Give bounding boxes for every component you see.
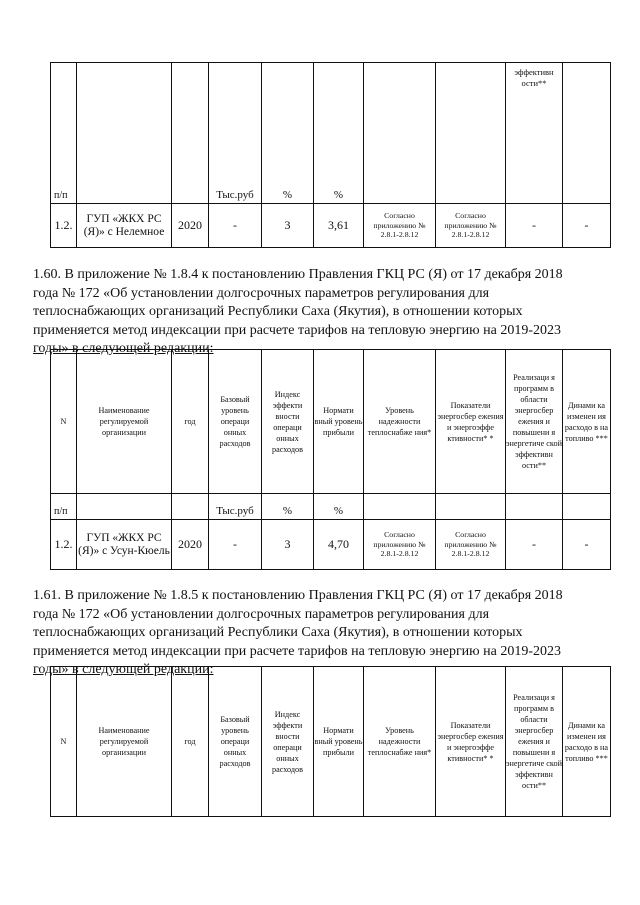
program-cell: -	[506, 520, 563, 570]
year-cell: 2020	[172, 520, 209, 570]
index-cell: 3	[262, 204, 314, 248]
header-n: N	[51, 350, 77, 494]
table-1	[50, 62, 611, 248]
org-name: ГУП «ЖКХ РС (Я)» с Нелемное	[77, 204, 172, 248]
row-number: 1.2.	[51, 204, 77, 248]
year-cell: 2020	[172, 204, 209, 248]
paragraph-1-61: 1.61. В приложение № 1.8.5 к постановлению Правления ГКЦ РС (Я) от 17 декабря 2018 года № 172 «Об установлении долгосрочных параметров регулирования для теплоснабжающих организаций Республики Саха (Якутия), в отношении которых применяется метод индексации при расчете тарифов на тепловую энергию на 2019-2023 годы» в следующей редакции:	[33, 588, 563, 677]
row-number: 1.2.	[51, 520, 77, 570]
paragraph-1-60: 1.60. В приложение № 1.8.4 к постановлению Правления ГКЦ РС (Я) от 17 декабря 2018 года № 172 «Об установлении долгосрочных параметров регулирования для теплоснабжающих организаций Республики Саха (Якутия), в отношении которых применяется метод индексации при расчете тарифов на тепловую энергию на 2019-2023 годы» в следующей редакции:	[33, 267, 563, 356]
header-dynamics: Динами ка изменен ия расходо в на топливо ***	[563, 667, 611, 817]
pp-label: п/п	[51, 494, 77, 520]
header-year: год	[172, 667, 209, 817]
program-cell: -	[506, 204, 563, 248]
header-year: год	[172, 350, 209, 494]
unit-percent: %	[314, 63, 364, 204]
unit-percent: %	[262, 63, 314, 204]
table-2	[50, 349, 611, 570]
table-row	[51, 204, 611, 248]
norm-cell: 4,70	[314, 520, 364, 570]
header-energy: Показатели энергосбер ежения и энергоэффе ктивности* *	[436, 667, 506, 817]
pp-label: п/п	[51, 63, 77, 204]
header-n: N	[51, 667, 77, 817]
table-header-row	[51, 350, 611, 494]
unit-rub: Тыс.руб	[209, 494, 262, 520]
header-org: Наименование регулируемой организации	[77, 350, 172, 494]
header-dynamics: Динами ка изменен ия расходо в на топливо ***	[563, 350, 611, 494]
header-norm: Нормати вный уровень прибыли	[314, 350, 364, 494]
header-base: Базовый уровень операци онных расходов	[209, 350, 262, 494]
table-header-row	[51, 667, 611, 817]
header-program: Реализаци я программ в области энергосбер ежения и повышени я энергетиче ской эффективн ости**	[506, 667, 563, 817]
header-energy: Показатели энергосбер ежения и энергоэффе ктивности* *	[436, 350, 506, 494]
norm-cell: 3,61	[314, 204, 364, 248]
org-name: ГУП «ЖКХ РС (Я)» с Усун-Кюель	[77, 520, 172, 570]
table-3	[50, 666, 611, 817]
header-reliability: Уровень надежности теплоснабже ния*	[364, 667, 436, 817]
base-cell: -	[209, 204, 262, 248]
reliability-cell: Согласно приложению № 2.8.1-2.8.12	[364, 204, 436, 248]
reliability-cell: Согласно приложению № 2.8.1-2.8.12	[364, 520, 436, 570]
header-org: Наименование регулируемой организации	[77, 667, 172, 817]
base-cell: -	[209, 520, 262, 570]
header-base: Базовый уровень операци онных расходов	[209, 667, 262, 817]
dynamics-cell: -	[563, 204, 611, 248]
header-norm: Нормати вный уровень прибыли	[314, 667, 364, 817]
header-reliability: Уровень надежности теплоснабже ния*	[364, 350, 436, 494]
index-cell: 3	[262, 520, 314, 570]
table-row	[51, 520, 611, 570]
unit-row	[51, 494, 611, 520]
unit-percent: %	[262, 494, 314, 520]
header-program: Реализаци я программ в области энергосбер ежения и повышени я энергетиче ской эффективн ости**	[506, 350, 563, 494]
unit-rub: Тыс.руб	[209, 63, 262, 204]
unit-percent: %	[314, 494, 364, 520]
energy-cell: Согласно приложению № 2.8.1-2.8.12	[436, 520, 506, 570]
energy-cell: Согласно приложению № 2.8.1-2.8.12	[436, 204, 506, 248]
header-index: Индекс эффекти вности операци онных расходов	[262, 667, 314, 817]
header-index: Индекс эффекти вности операци онных расходов	[262, 350, 314, 494]
table-header-row	[51, 63, 611, 204]
dynamics-cell: -	[563, 520, 611, 570]
header-continuation: эффективн ости**	[506, 63, 563, 204]
